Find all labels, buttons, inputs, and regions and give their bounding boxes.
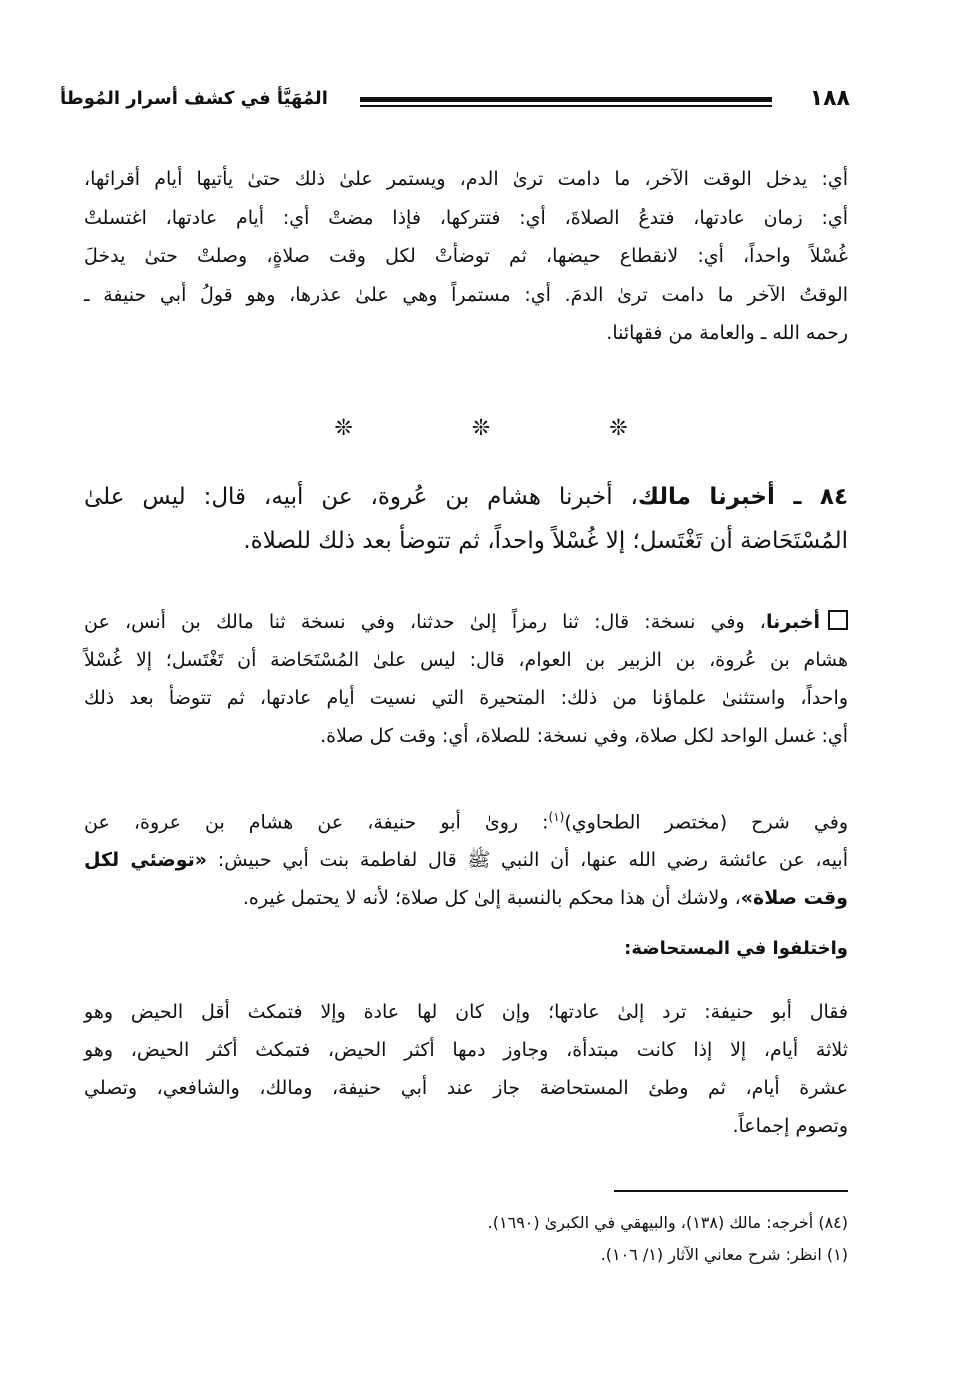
commentary-lead: أخبرنا — [765, 611, 820, 633]
hadith-number: ٨٤ ـ أخبرنا مالك — [637, 484, 848, 510]
hadith-quote: «توضئي لكل — [84, 849, 208, 872]
hadith-line — [84, 475, 848, 519]
section-subheading: واختلفوا في المستحاضة: — [624, 938, 848, 959]
footnotes — [488, 1207, 848, 1271]
header-rule-thin — [360, 105, 772, 107]
commentary-text: أبيه، عن عائشة رضي الله عنها، أن النبي ﷺ قال لفاطمة بنت أبي حبيش: — [207, 849, 848, 872]
hadith-quote: وقت صلاة» — [740, 887, 848, 910]
commentary-text: ، ولاشك أن هذا محكم بالنسبة إلىٰ كل صلاة؛ لأنه لا يحتمل غيره. — [242, 887, 741, 910]
commentary-line: فقال أبو حنيفة: ترد إلىٰ عادتها؛ وإن كان لها عادة وإلا فتمكث أقل الحيض وهو — [84, 1001, 848, 1023]
paragraph-intro — [84, 160, 848, 353]
square-marker-icon — [828, 610, 848, 630]
commentary-line: عشرة أيام، ثم وطئ المستحاضة جاز عند أبي حنيفة، ومالك، والشافعي، وتصلي — [84, 1077, 848, 1099]
text-line: أي: زمان عادتها، فتدعُ الصلاةَ، أي: فتتركها، فإذا مضتْ أي: أيام عادتها، اغتسلتْ — [84, 206, 848, 229]
commentary-text: : روىٰ أبو حنيفة، عن هشام بن عروة، عن — [84, 811, 549, 834]
page-header — [60, 86, 850, 120]
text-line: أي: يدخل الوقت الآخر، ما دامت ترىٰ الدم، ويستمر علىٰ ذلك حتىٰ يأتيها أيام أقرائها، — [84, 168, 848, 190]
commentary-line — [84, 879, 848, 917]
hadith-text — [84, 475, 848, 563]
commentary-text: وفي شرح (مختصر الطحاوي) — [564, 811, 848, 834]
commentary-line: واحداً، واستثنىٰ علماؤنا من ذلك: المتحيرة التي نسيت أيام عادتها، ثم تتوضأ بعد ذلك — [84, 687, 848, 709]
commentary-line-text: ، وفي نسخة: قال: ثنا رمزاً إلىٰ حدثنا، وفي نسخة ثنا مالك بن أنس، عن — [84, 611, 766, 633]
hadith-line: المُسْتَحَاضة أن تَغْتَسل؛ إلا غُسْلاً واحداً، ثم تتوضأ بعد ذلك للصلاة. — [243, 528, 848, 554]
text-line: رحمه الله ـ والعامة من فقهائنا. — [606, 322, 848, 344]
commentary-paragraph — [84, 603, 848, 755]
text-line: غُسْلاً واحداً، أي: لانقطاع حيضها، ثم توضأتْ لكل وقت صلاةٍ، وصلتْ حتىٰ يدخلَ — [84, 245, 848, 267]
page-number: ١٨٨ — [809, 86, 850, 111]
commentary-line: أي: غسل الواحد لكل صلاة، وفي نسخة: للصلاة، أي: وقت كل صلاة. — [320, 725, 848, 747]
footnote: (٨٤) أخرجه: مالك (١٣٨)، والبيهقي في الكبرىٰ (١٦٩٠). — [487, 1213, 848, 1232]
footnote-ref: (١) — [548, 810, 565, 824]
commentary-line: وتصوم إجماعاً. — [732, 1115, 848, 1137]
commentary-line: هشام بن عُروة، بن الزبير بن العوام، قال: ليس علىٰ المُسْتَحَاضة أن تَغْتَسل؛ إلا غُسْلاً — [84, 649, 848, 671]
hadith-line-rest: ، أخبرنا هشام بن عُروة، عن أبيه، قال: ليس علىٰ — [84, 484, 638, 510]
commentary-line — [84, 841, 848, 879]
section-separator: ❊ ❊ ❊ — [334, 416, 684, 441]
commentary-line — [84, 798, 848, 841]
commentary-line — [84, 603, 848, 641]
book-title: المُهَيَّأ في كشف أسرار المُوطأ — [60, 88, 328, 109]
footnote-rule — [614, 1190, 848, 1192]
commentary-paragraph-2 — [84, 798, 848, 917]
text-line: الوقتُ الآخر ما دامت ترىٰ الدمَ. أي: مستمراً وهي علىٰ عذرها، وهو قولُ أبي حنيفة ـ — [84, 283, 848, 306]
footnote: (١) انظر: شرح معاني الآثار (١/ ١٠٦). — [600, 1245, 848, 1264]
commentary-line: ثلاثة أيام، إلا إذا كانت مبتدأة، وجاوز دمها أكثر الحيض، فتمكث أكثر الحيض، وهو — [84, 1039, 848, 1061]
commentary-paragraph-3 — [84, 993, 848, 1145]
header-rule — [360, 97, 772, 102]
